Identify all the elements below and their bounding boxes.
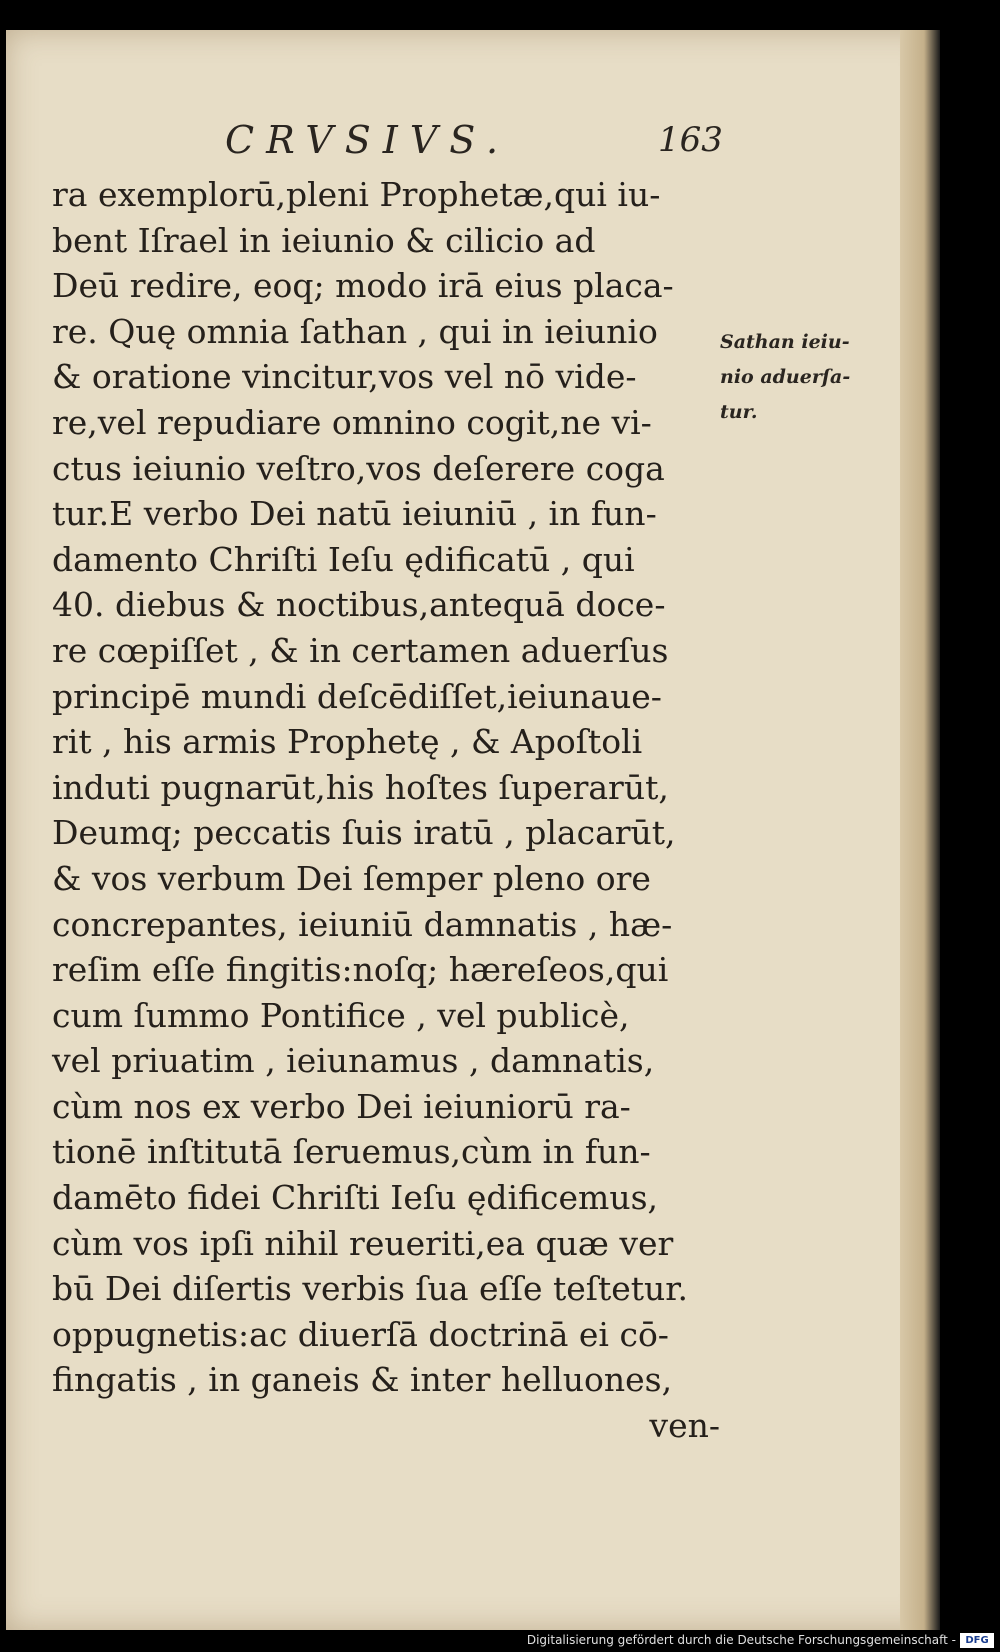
marginal-note-line: nio aduerſa- [720,366,851,388]
text-line: damēto fidei Chriſti Ieſu ędificemus, [52,1178,659,1218]
text-line: concrepantes, ieiuniū damnatis , hæ- [52,904,673,944]
text-line: cùm nos ex verbo Dei ieiuniorū ra- [52,1086,631,1126]
running-head: CRVSIVS. [225,118,511,162]
text-line: rit , his armis Prophetę , & Apoſtoli [52,722,643,762]
text-line: Deumq; peccatis ſuis iratū , placarūt, [52,813,676,853]
text-line: damento Chriſti Ieſu ędificatū , qui [52,539,635,579]
text-line: fingatis , in ganeis & inter helluones, [52,1360,673,1400]
text-line: reſim eſſe fingitis:noſq; hæreſeos,qui [52,950,669,990]
text-line: re,vel repudiare omnino cogit,ne vi- [52,402,652,442]
text-line: principē mundi deſcēdiſſet,ieiunaue- [52,676,662,716]
funding-credit: Digitalisierung gefördert durch die Deutsche Forschungsgemeinschaft - [526,1633,956,1647]
marginal-note-line: Sathan ieiu- [720,331,850,353]
text-line: cùm vos ipſi nihil reueriti,ea quæ ver [52,1223,674,1263]
text-line: vel priuatim , ieiunamus , damnatis, [52,1041,655,1081]
text-line: bent Iſrael in ieiunio & cilicio ad [52,220,596,260]
text-line: bū Dei diſertis verbis ſua eſſe teſtetur. [52,1269,688,1309]
text-line: re cœpiſſet , & in certamen aduerſus [52,630,669,670]
marginal-note-line: tur. [720,401,758,423]
page-number: 163 [658,120,723,160]
body-text [52,172,720,1449]
dfg-logo: DFG [960,1633,994,1648]
catchword: ven- [649,1406,720,1446]
text-line: & oratione vincitur,vos vel nō vide- [52,357,637,397]
text-line: ctus ieiunio veſtro,vos deſerere coga [52,448,665,488]
text-line: re. Quę omnia ſathan , qui in ieiunio [52,311,658,351]
page-edge [900,30,940,1630]
marginal-note [720,325,850,430]
text-line: tionē inſtitutā ſeruemus,cùm in fun- [52,1132,651,1172]
text-line: induti pugnarūt,his hoſtes ſuperarūt, [52,767,669,807]
text-line: ra exemplorū,pleni Prophetæ,qui iu- [52,175,661,214]
text-line: & vos verbum Dei ſemper pleno ore [52,858,651,898]
text-line: tur.E verbo Dei natū ieiuniū , in fun- [52,494,657,534]
text-line: cum ſummo Pontifice , vel publicè, [52,995,630,1035]
text-line: 40. diebus & noctibus,antequā doce- [52,585,666,625]
text-line: oppugnetis:ac diuerſā doctrinā ei cō- [52,1314,669,1354]
text-line: Deū redire, eoq; modo irā eius placa- [52,266,674,306]
